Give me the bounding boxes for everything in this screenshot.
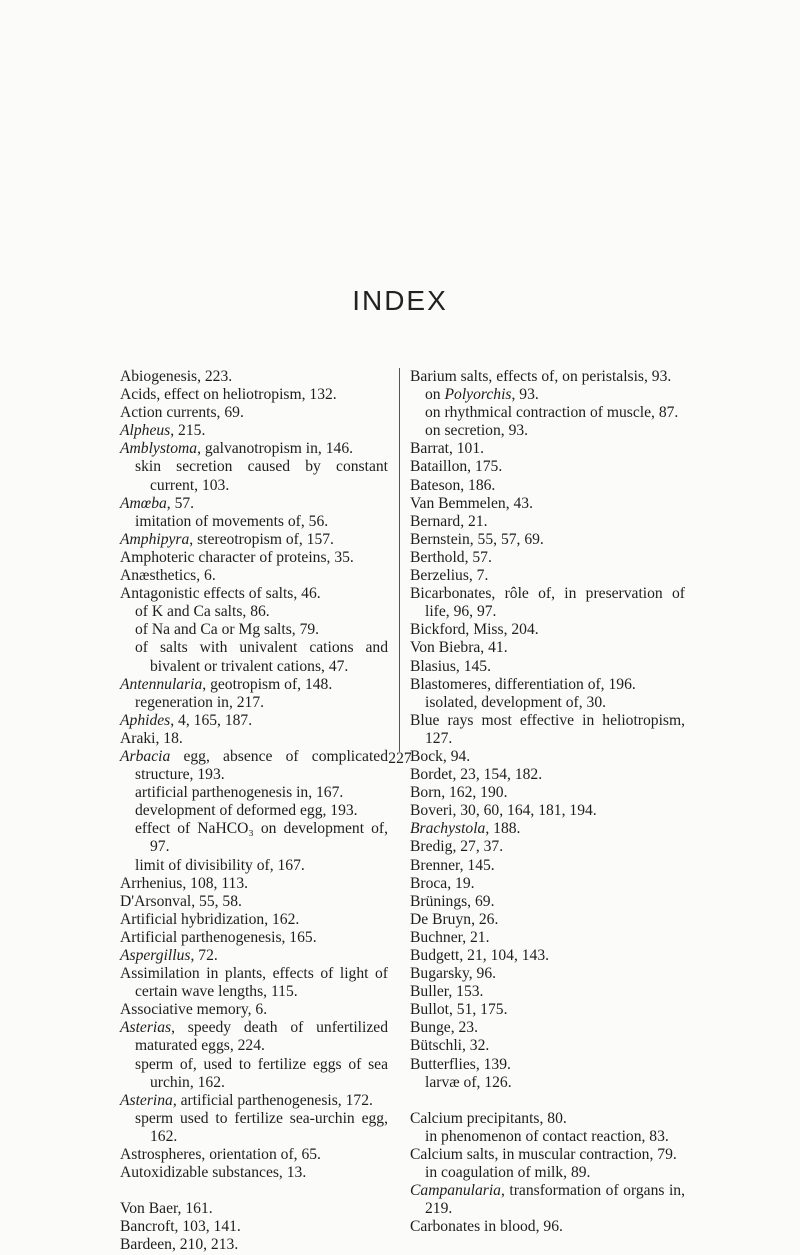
index-entry <box>120 1019 388 1055</box>
entry-text: Bickford, Miss, 204. <box>410 621 539 639</box>
entry-text: of Na and Ca or Mg salts, 79. <box>135 621 320 639</box>
entry-text: Assimilation in plants, effects of light of certain wave lengths, 115. <box>120 965 388 1001</box>
entry-text: Arrhenius, 108, 113. <box>120 874 249 892</box>
entry-text: artificial parthenogenesis in, 167. <box>135 784 344 802</box>
index-entry <box>120 929 388 947</box>
entry-text: Buller, 153. <box>410 983 484 1001</box>
entry-text: Buchner, 21. <box>410 928 490 946</box>
index-entry <box>120 965 388 1001</box>
entry-text: Bullot, 51, 175. <box>410 1001 508 1019</box>
entry-text: , 215. <box>170 422 206 440</box>
index-entry <box>120 1236 388 1254</box>
entry-text: Abiogenesis, 223. <box>120 368 233 385</box>
entry-text: Bock, 94. <box>410 747 471 765</box>
entry-text: Blastomeres, differentiation of, 196. <box>410 675 636 693</box>
index-entry <box>120 567 388 585</box>
entry-text: Berzelius, 7. <box>410 567 489 585</box>
entry-text: of salts with univalent cations and bivalent or trivalent cations, 47. <box>135 639 388 675</box>
index-entry <box>410 458 685 476</box>
index-entry <box>410 838 685 856</box>
entry-text: on rhythmical contraction of muscle, 87. <box>425 404 679 422</box>
entry-text: Boveri, 30, 60, 164, 181, 194. <box>410 802 597 820</box>
page-title: INDEX <box>352 285 448 316</box>
entry-text: , galvanotropism in, 146. <box>197 440 354 458</box>
entry-text: , 4, 165, 187. <box>170 711 253 729</box>
entry-text: on <box>425 386 445 404</box>
index-subentry <box>120 621 388 639</box>
index-column-left <box>120 368 388 1255</box>
entry-text: Associative memory, 6. <box>120 1001 268 1019</box>
entry-text: Artificial hybridization, 162. <box>120 910 300 928</box>
entry-text: development of deformed egg, 193. <box>135 802 358 820</box>
index-entry <box>120 440 388 458</box>
italic-term: Aphides <box>120 711 171 729</box>
index-entry <box>410 712 685 748</box>
entry-text: Bütschli, 32. <box>410 1037 490 1055</box>
entry-text: , 188. <box>485 820 521 838</box>
entry-text: Brünings, 69. <box>410 892 495 910</box>
index-entry <box>120 1092 388 1110</box>
entry-text: Antagonistic effects of salts, 46. <box>120 585 321 603</box>
entry-text: isolated, development of, 30. <box>425 693 607 711</box>
index-entry <box>120 1001 388 1019</box>
index-subentry <box>120 603 388 621</box>
index-entry <box>410 658 685 676</box>
entry-text: Acids, effect on heliotropism, 132. <box>120 386 337 404</box>
index-entry <box>410 368 685 386</box>
index-subentry <box>120 639 388 675</box>
index-entry <box>410 929 685 947</box>
entry-text: , geotropism of, 148. <box>202 675 333 693</box>
entry-text: , 72. <box>190 947 218 964</box>
entry-text: , 57. <box>166 494 195 512</box>
index-entry <box>410 784 685 802</box>
entry-text: , stereotropism of, 157. <box>189 530 334 548</box>
index-subentry <box>410 1164 685 1182</box>
entry-text: Van Bemmelen, 43. <box>410 494 533 512</box>
index-subentry <box>120 1110 388 1146</box>
entry-text: regeneration in, 217. <box>135 693 265 711</box>
section-gap <box>120 1182 388 1200</box>
index-entry <box>410 1056 685 1074</box>
entry-text: De Bruyn, 26. <box>410 910 499 928</box>
entry-text: Barium salts, effects of, on peristalsis, 93. <box>410 368 672 385</box>
index-entry <box>410 477 685 495</box>
entry-text: Barrat, 101. <box>410 440 485 458</box>
entry-text: Von Baer, 161. <box>120 1200 213 1218</box>
entry-text: Bicarbonates, rôle of, in preservation of life, 96, 97. <box>410 585 685 621</box>
index-subentry <box>410 422 685 440</box>
index-entry <box>410 1146 685 1164</box>
index-entry <box>120 875 388 893</box>
entry-text: Action currents, 69. <box>120 404 244 422</box>
index-entry <box>410 802 685 820</box>
index-entry <box>410 513 685 531</box>
entry-text: Bancroft, 103, 141. <box>120 1218 241 1236</box>
index-entry <box>410 820 685 838</box>
entry-text: Amphoteric character of proteins, 35. <box>120 548 354 566</box>
index-entry <box>120 404 388 422</box>
index-entry <box>120 386 388 404</box>
index-entry <box>120 368 388 386</box>
entry-text: Butterflies, 139. <box>410 1055 511 1073</box>
index-entry <box>410 1037 685 1055</box>
index-entry <box>120 1164 388 1182</box>
index-subentry <box>120 1056 388 1092</box>
index-entry <box>410 1001 685 1019</box>
entry-text: Bugarsky, 96. <box>410 965 497 983</box>
index-entry <box>120 712 388 730</box>
italic-term: Aspergillus <box>120 947 191 964</box>
index-entry <box>410 495 685 513</box>
entry-text: Carbonates in blood, 96. <box>410 1218 563 1236</box>
entry-text: , artificial parthenogenesis, 172. <box>172 1091 373 1109</box>
index-entry <box>120 585 388 603</box>
entry-text: Von Biebra, 41. <box>410 639 508 657</box>
entry-text: Calcium salts, in muscular contraction, 79. <box>410 1145 677 1163</box>
index-subentry <box>120 802 388 820</box>
index-entry <box>120 549 388 567</box>
index-entry <box>120 947 388 965</box>
entry-text: of K and Ca salts, 86. <box>135 603 270 621</box>
index-entry <box>410 531 685 549</box>
entry-text: , 93. <box>511 386 539 404</box>
index-entry <box>410 893 685 911</box>
index-entry <box>410 965 685 983</box>
index-subentry <box>120 458 388 494</box>
entry-text: larvæ of, 126. <box>425 1073 512 1091</box>
entry-text: Bernard, 21. <box>410 512 488 530</box>
index-subentry <box>410 386 685 404</box>
page-number: 227 <box>388 750 412 767</box>
index-subentry <box>410 1074 685 1092</box>
index-entry <box>120 730 388 748</box>
index-subentry <box>120 857 388 875</box>
entry-text: on secretion, 93. <box>425 422 529 440</box>
entry-text: Bredig, 27, 37. <box>410 838 504 856</box>
index-subentry <box>120 694 388 712</box>
italic-term: Asterina <box>120 1091 173 1109</box>
index-column-right <box>410 368 685 1236</box>
entry-text: Budgett, 21, 104, 143. <box>410 947 550 964</box>
italic-term: Amphipyra <box>120 530 190 548</box>
index-entry <box>410 1110 685 1128</box>
index-entry <box>120 422 388 440</box>
italic-term: Brachystola <box>410 820 486 838</box>
italic-term: Alpheus <box>120 422 171 440</box>
index-subentry <box>410 1128 685 1146</box>
index-entry <box>120 1200 388 1218</box>
index-entry <box>410 875 685 893</box>
entry-text: Brenner, 145. <box>410 856 495 874</box>
entry-text: limit of divisibility of, 167. <box>135 856 305 874</box>
index-subentry <box>410 694 685 712</box>
index-entry <box>410 567 685 585</box>
entry-text: Broca, 19. <box>410 874 475 892</box>
entry-text: in phenomenon of contact reaction, 83. <box>425 1127 669 1145</box>
index-entry <box>120 495 388 513</box>
index-entry <box>120 911 388 929</box>
entry-text: , transformation of organs in, 219. <box>425 1182 685 1218</box>
column-divider <box>399 368 400 752</box>
index-entry <box>410 549 685 567</box>
index-entry <box>410 766 685 784</box>
entry-text: Astrospheres, orientation of, 65. <box>120 1146 321 1164</box>
index-subentry <box>410 404 685 422</box>
entry-text: Bordet, 23, 154, 182. <box>410 766 543 784</box>
entry-text: Bernstein, 55, 57, 69. <box>410 530 544 548</box>
entry-text: D'Arsonval, 55, 58. <box>120 892 242 910</box>
index-entry <box>410 440 685 458</box>
italic-term: Antennularia <box>120 675 203 693</box>
entry-text: egg, absence of complicated structure, 193. <box>135 747 388 784</box>
entry-text: in coagulation of milk, 89. <box>425 1164 591 1182</box>
entry-text: , speedy death of unfertilized maturated eggs, 224. <box>135 1019 388 1055</box>
italic-term: Arbacia <box>120 747 171 765</box>
entry-text: Blue rays most effective in heliotropism, 127. <box>410 711 685 747</box>
index-subentry <box>120 513 388 531</box>
entry-text: Blasius, 145. <box>410 657 492 675</box>
entry-text: Berthold, 57. <box>410 548 492 566</box>
entry-text: Araki, 18. <box>120 729 183 747</box>
italic-term: Amblystoma <box>120 440 198 458</box>
index-entry <box>410 639 685 657</box>
entry-text: Calcium precipitants, 80. <box>410 1109 567 1127</box>
index-subentry <box>120 820 388 856</box>
entry-text: imitation of movements of, 56. <box>135 512 329 530</box>
index-entry <box>120 531 388 549</box>
entry-text: Born, 162, 190. <box>410 784 508 802</box>
entry-text: Bardeen, 210, 213. <box>120 1236 239 1254</box>
index-entry <box>410 676 685 694</box>
entry-text: Bataillon, 175. <box>410 458 503 476</box>
index-entry <box>120 1146 388 1164</box>
entry-text: Autoxidizable substances, 13. <box>120 1164 307 1182</box>
entry-text: sperm used to fertilize sea-urchin egg, 162. <box>135 1109 388 1145</box>
index-entry <box>410 1182 685 1218</box>
index-entry <box>120 893 388 911</box>
entry-text: sperm of, used to fertilize eggs of sea urchin, 162. <box>135 1055 388 1091</box>
index-entry <box>410 983 685 1001</box>
entry-text: Anæsthetics, 6. <box>120 567 216 585</box>
index-entry <box>410 857 685 875</box>
index-entry <box>410 1218 685 1236</box>
italic-term: Campanularia <box>410 1182 501 1200</box>
index-entry <box>410 585 685 621</box>
italic-term: Polyorchis <box>444 386 512 404</box>
index-entry <box>410 621 685 639</box>
index-entry <box>410 1019 685 1037</box>
entry-text: Bunge, 23. <box>410 1019 479 1037</box>
index-subentry <box>120 784 388 802</box>
entry-text: Artificial parthenogenesis, 165. <box>120 928 317 946</box>
italic-term: Asterias <box>120 1019 172 1037</box>
index-entry <box>410 947 685 965</box>
italic-term: Amœba <box>120 494 167 512</box>
index-entry <box>120 1218 388 1236</box>
entry-text: skin secretion caused by constant current, 103. <box>135 458 388 494</box>
entry-text: effect of NaHCO₃ on development of, 97. <box>135 820 388 856</box>
entry-text: Bateson, 186. <box>410 476 496 494</box>
section-gap <box>410 1092 685 1110</box>
index-entry <box>120 676 388 694</box>
index-entry <box>410 911 685 929</box>
